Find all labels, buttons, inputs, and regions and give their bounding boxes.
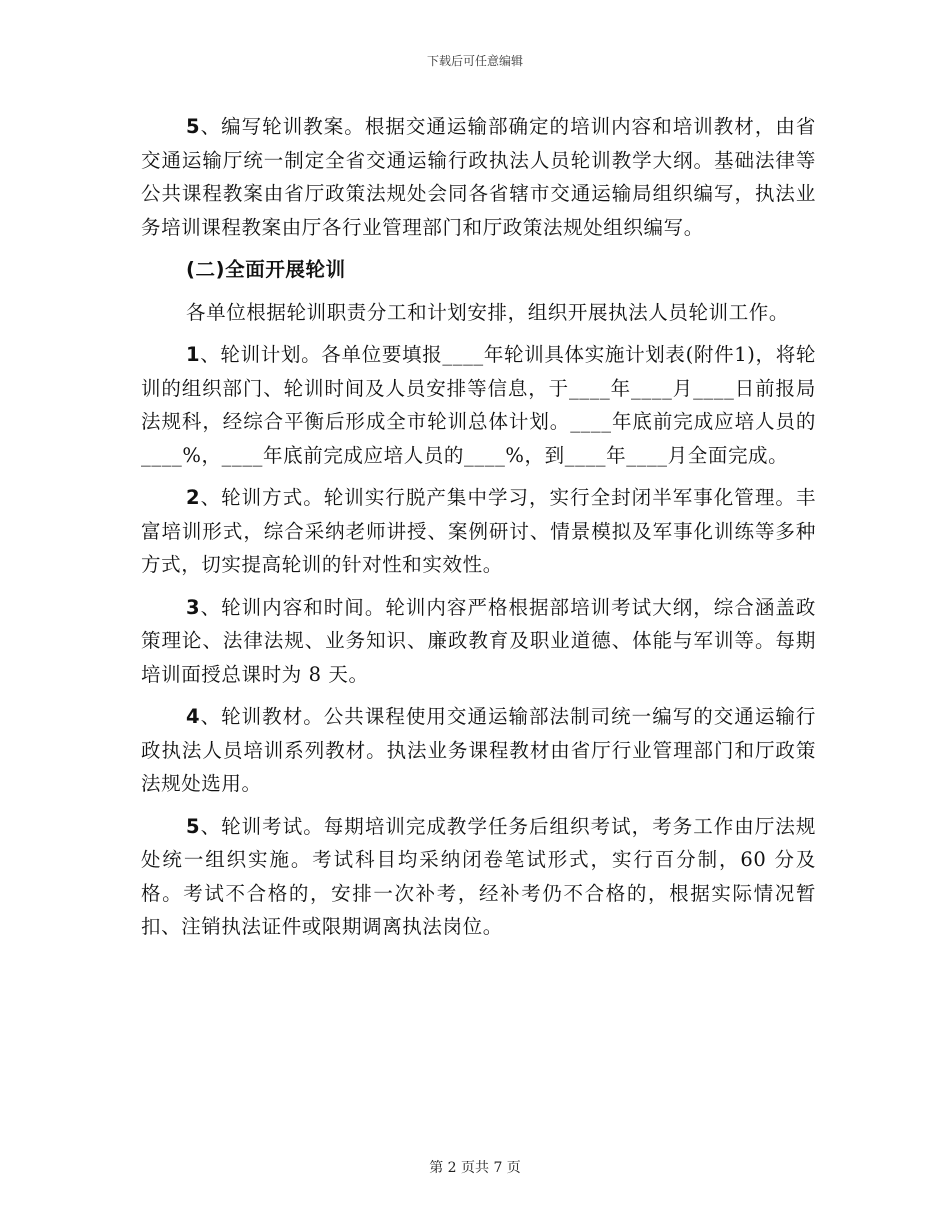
item-number: 2: [186, 486, 201, 509]
paragraph-text: 、轮训计划。各单位要填报____年轮训具体实施计划表(附件1)，将轮训的组织部门、轮训时间及人员安排等信息，于____年____月____日前报局法规科，经综合平衡后形成全市轮训总体计划。____年底前完成应培人员的____%，____年底前完成应培人员的____%，到____年____月全面完成。: [141, 343, 816, 467]
item-number: 5: [186, 814, 201, 838]
page-footer: 第 2 页共 7 页: [429, 1160, 521, 1176]
paragraph-training-materials: [141, 700, 816, 801]
paragraph-text: 、轮训教材。公共课程使用交通运输部法制司统一编写的交通运输行政执法人员培训系列教材。执法业务课程教材由省厅行业管理部门和厅政策法规处选用。: [141, 705, 816, 795]
item-number: 3: [186, 595, 201, 619]
paragraph-training-plan: [141, 338, 816, 472]
page-header: 下载后可任意编辑: [426, 54, 523, 68]
paragraph-text: 、轮训方式。轮训实行脱产集中学习，实行全封闭半军事化管理。丰富培训形式，综合采纳老师讲授、案例研讨、情景模拟及军事化训练等多种方式，切实提高轮训的针对性和实效性。: [141, 486, 816, 576]
document-body: [141, 110, 816, 953]
paragraph-text: 、编写轮训教案。根据交通运输部确定的培训内容和培训教材，由省交通运输厅统一制定全省交通运输行政执法人员轮训教学大纲。基础法律等公共课程教案由省厅政策法规处会同各省辖市交通运输局组织编写，执法业务培训课程教案由厅各行业管理部门和厅政策法规处组织编写。: [141, 115, 816, 239]
paragraph-text: 、轮训内容和时间。轮训内容严格根据部培训考试大纲，综合涵盖政策理论、法律法规、业务知识、廉政教育及职业道德、体能与军训等。每期培训面授总课时为 8 天。: [141, 595, 816, 686]
item-number: 1: [186, 343, 201, 366]
paragraph-training-exam: [141, 810, 816, 944]
item-number: 4: [186, 705, 201, 728]
paragraph-intro: 各单位根据轮训职责分工和计划安排，组织开展执法人员轮训工作。: [186, 300, 790, 324]
paragraph-compile-lesson-plans: [141, 110, 816, 244]
paragraph-text: 、轮训考试。每期培训完成教学任务后组织考试，考务工作由厅法规处统一组织实施。考试科目均采纳闭卷笔试形式，实行百分制，60 分及格。考试不合格的，安排一次补考，经补考仍不合格的，根据实际情况暂扣、注销执法证件或限期调离执法岗位。: [141, 814, 816, 938]
paragraph-training-method: [141, 481, 816, 582]
item-number: 5: [186, 115, 201, 138]
paragraph-training-content: [141, 591, 816, 692]
section-heading: (二)全面开展轮训: [186, 258, 346, 281]
